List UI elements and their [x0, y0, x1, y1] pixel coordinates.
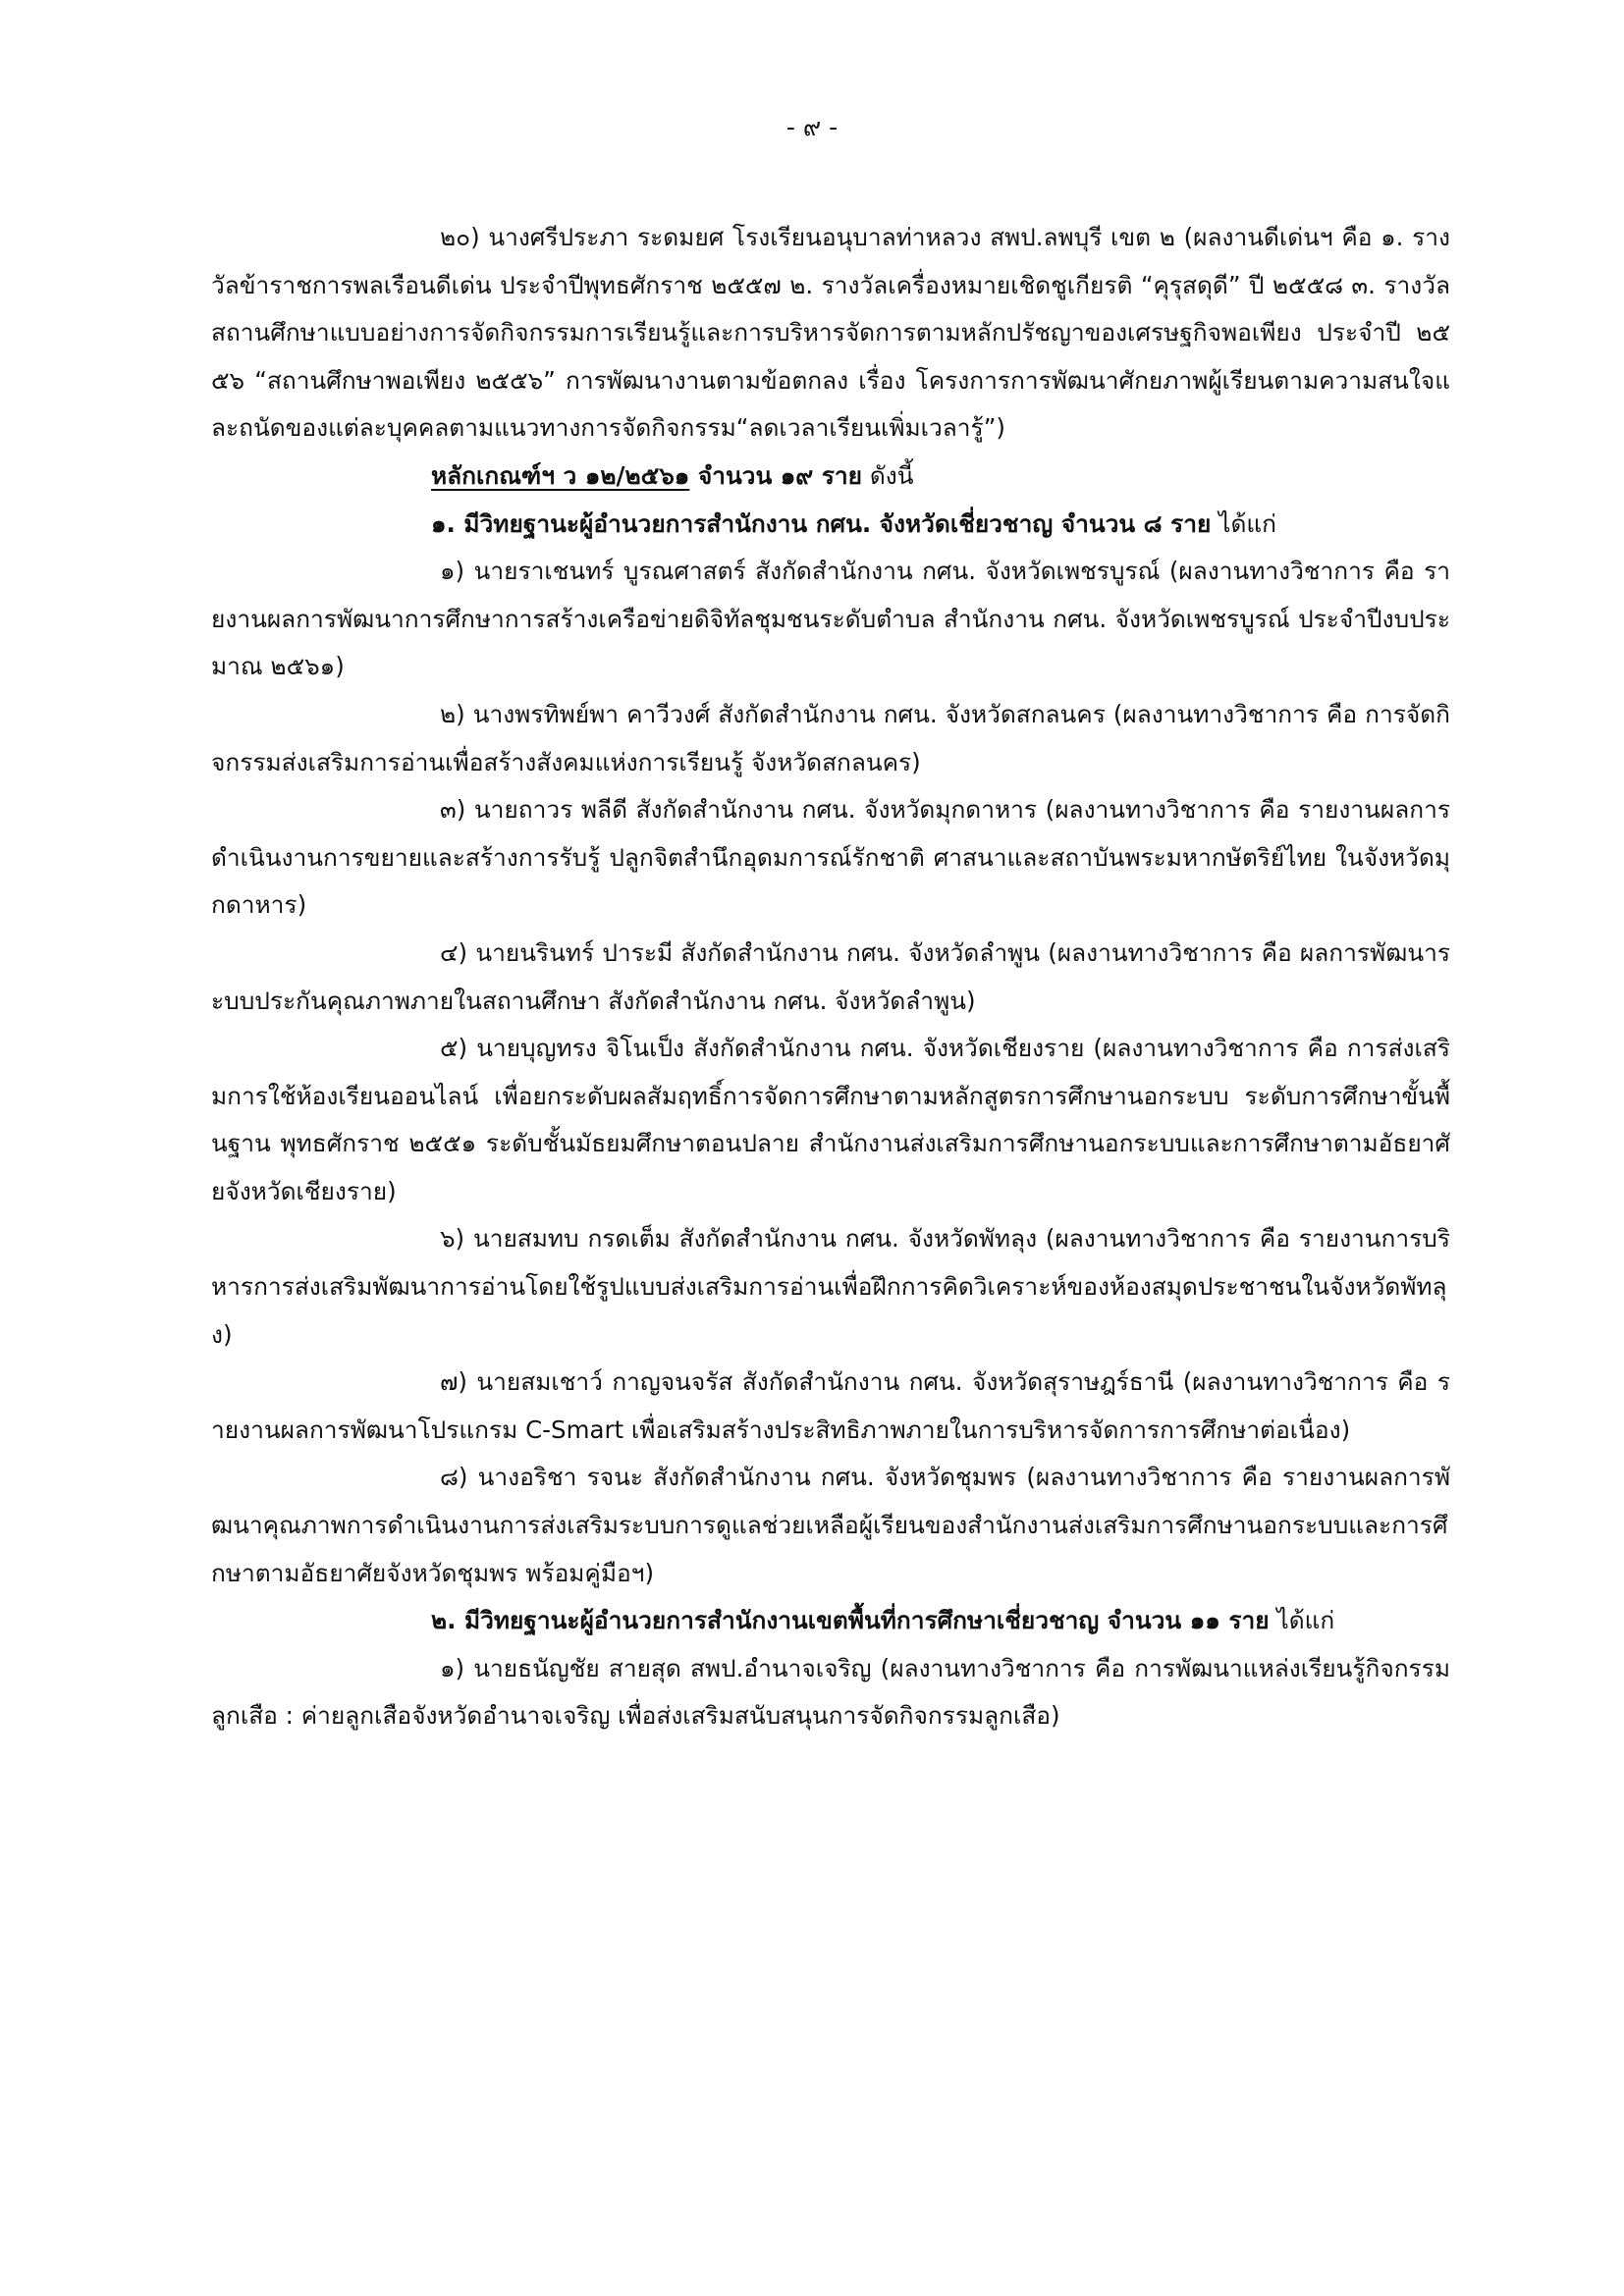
group-1-item-5: ๕) นายบุญทรง จิโนเป็ง สังกัดสำนักงาน กศน. จังหวัดเชียงราย (ผลงานทางวิชาการ คือ การส่งเสริมการใช้ห้องเรียนออนไลน์ เพื่อยกระดับผลสัมฤทธิ์การจัดการศึกษาตามหลักสูตรการศึกษานอกระบบ ระดับการศึกษาขั้นพื้นฐาน พุทธศักราช ๒๕๕๑ ระดับชั้นมัธยมศึกษาตอนปลาย สำนักงานส่งเสริมการศึกษานอกระบบและการศึกษาตามอัธยาศัยจังหวัดเชียงราย)	[211, 1034, 1450, 1205]
group-1-heading-suffix: ได้แก่	[1211, 508, 1276, 538]
intro-paragraph: ๒๐) นางศรีประภา ระดมยศ โรงเรียนอนุบาลท่าหลวง สพป.ลพบุรี เขต ๒ (ผลงานดีเด่นฯ คือ ๑. รางวัลข้าราชการพลเรือนดีเด่น ประจำปีพุทธศักราช ๒๕๕๗ ๒. รางวัลเครื่องหมายเชิดชูเกียรติ “คุรุสดุดี” ปี ๒๕๕๘ ๓. รางวัลสถานศึกษาแบบอย่างการจัดกิจกรรมการเรียนรู้และการบริหารจัดการตามหลักปรัชญาของเศรษฐกิจพอเพียง ประจำปี ๒๕๕๖ “สถานศึกษาพอเพียง ๒๕๕๖” การพัฒนางานตามข้อตกลง เรื่อง โครงการการพัฒนาศักยภาพผู้เรียนตามความสนใจและถนัดของแต่ละบุคคลตามแนวทางการจัดกิจกรรม“ลดเวลาเรียนเพิ่มเวลารู้”)	[211, 223, 1450, 443]
group-2-heading-title: ๒. มีวิทยฐานะผู้อำนวยการสำนักงานเขตพื้นที่การศึกษาเชี่ยวชาญ จำนวน ๑๑ ราย	[431, 1606, 1270, 1635]
page-number: - ๙ -	[785, 113, 839, 141]
criteria-heading-suffix: ดังนี้	[862, 460, 914, 490]
group-1-item-3: ๓) นายถาวร พลีดี สังกัดสำนักงาน กศน. จังหวัดมุกดาหาร (ผลงานทางวิชาการ คือ รายงานผลการดำเนินงานการขยายและสร้างการรับรู้ ปลูกจิตสำนึกอุดมการณ์รักชาติ ศาสนาและสถาบันพระมหากษัตริย์ไทย ในจังหวัดมุกดาหาร)	[211, 795, 1450, 920]
group-1-item-6: ๖) นายสมทบ กรดเต็ม สังกัดสำนักงาน กศน. จังหวัดพัทลุง (ผลงานทางวิชาการ คือ รายงานการบริหารการส่งเสริมพัฒนาการอ่านโดยใช้รูปแบบส่งเสริมการอ่านเพื่อฝึกการคิดวิเคราะห์ของห้องสมุดประชาชนในจังหวัดพัทลุง)	[211, 1224, 1450, 1349]
group-1-item-1: ๑) นายราเชนทร์ บูรณศาสตร์ สังกัดสำนักงาน กศน. จังหวัดเพชรบูรณ์ (ผลงานทางวิชาการ คือ รายงานผลการพัฒนาการศึกษาการสร้างเครือข่ายดิจิทัลชุมชนระดับตำบล สำนักงาน กศน. จังหวัดเพชรบูรณ์ ประจำปีงบประมาณ ๒๕๖๑)	[211, 557, 1450, 681]
group-1-item-2: ๒) นางพรทิพย์พา คาวีวงศ์ สังกัดสำนักงาน กศน. จังหวัดสกลนคร (ผลงานทางวิชาการ คือ การจัดกิจกรรมส่งเสริมการอ่านเพื่อสร้างสังคมแห่งการเรียนรู้ จังหวัดสกลนคร)	[211, 699, 1450, 776]
group-2-heading-suffix: ได้แก่	[1269, 1606, 1335, 1635]
group-1-item-4: ๔) นายนรินทร์ ปาระมี สังกัดสำนักงาน กศน. จังหวัดลำพูน (ผลงานทางวิชาการ คือ ผลการพัฒนาระบบประกันคุณภาพภายในสถานศึกษา สังกัดสำนักงาน กศน. จังหวัดลำพูน)	[211, 937, 1450, 1015]
group-2-item-1: ๑) นายธนัญชัย สายสุด สพป.อำนาจเจริญ (ผลงานทางวิชาการ คือ การพัฒนาแหล่งเรียนรู้กิจกรรมลูกเสือ : ค่ายลูกเสือจังหวัดอำนาจเจริญ เพื่อส่งเสริมสนับสนุนการจัดกิจกรรมลูกเสือ)	[211, 1653, 1450, 1731]
group-1-item-7: ๗) นายสมเชาว์ กาญจนจรัส สังกัดสำนักงาน กศน. จังหวัดสุราษฎร์ธานี (ผลงานทางวิชาการ คือ รายงานผลการพัฒนาโปรแกรม C-Smart เพื่อเสริมสร้างประสิทธิภาพภายในการบริหารจัดการการศึกษาต่อเนื่อง)	[211, 1367, 1450, 1444]
criteria-heading-count: จำนวน ๑๙ ราย	[689, 460, 863, 490]
criteria-heading	[211, 453, 1450, 501]
group-1-heading	[211, 501, 1450, 549]
group-1-item-8: ๘) นางอริชา รจนะ สังกัดสำนักงาน กศน. จังหวัดชุมพร (ผลงานทางวิชาการ คือ รายงานผลการพัฒนาคุณภาพการดำเนินงานการส่งเสริมระบบการดูแลช่วยเหลือผู้เรียนของสำนักงานส่งเสริมการศึกษานอกระบบและการศึกษาตามอัธยาศัยจังหวัดชุมพร พร้อมคู่มือฯ)	[211, 1463, 1450, 1587]
criteria-heading-underlined: หลักเกณฑ์ฯ ว ๑๒/๒๕๖๑	[431, 460, 690, 490]
group-1-heading-title: ๑. มีวิทยฐานะผู้อำนวยการสำนักงาน กศน. จังหวัดเชี่ยวชาญ จำนวน ๘ ราย	[431, 508, 1212, 538]
group-2-heading	[211, 1597, 1450, 1645]
document-body	[211, 214, 1450, 1740]
